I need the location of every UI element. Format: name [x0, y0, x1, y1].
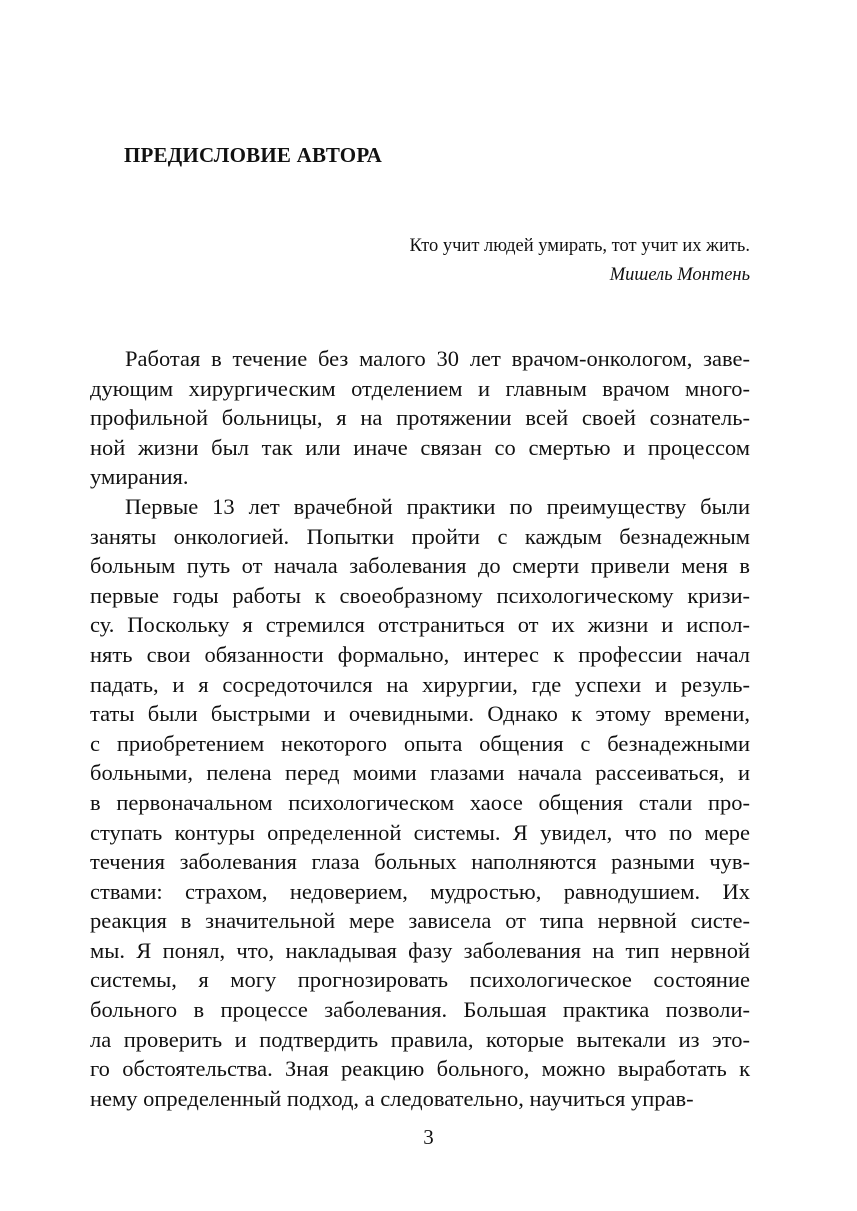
text-line: заняты онкологией. Попытки пройти с каждым безнадежным [90, 523, 750, 549]
text-line: течения заболевания глаза больных наполняются разными чув- [90, 849, 750, 875]
text-line: в первоначальном психологическом хаосе общения стали про- [90, 789, 750, 815]
page-number: 3 [423, 1125, 434, 1149]
text-line: го обстоятельства. Зная реакцию больного, можно выработать к [90, 1056, 750, 1082]
text-line: системы, я могу прогнозировать психологическое состояние [90, 967, 750, 993]
text-line: нять свои обязанности формально, интерес к профессии начал [90, 641, 750, 667]
text-line: Работая в течение без малого 30 лет врачом-онкологом, заве- [125, 346, 750, 371]
paragraph [90, 344, 750, 492]
text-line: первые годы работы к своеобразному психологическому кризи- [90, 582, 750, 608]
text-line: дующим хирургическим отделением и главным врачом много- [90, 375, 750, 401]
text-line: Первые 13 лет врачебной практики по преимуществу были [125, 493, 750, 519]
text-line: нему определенный подход, а следовательно, научиться управ- [90, 1085, 694, 1111]
text-line: умирания. [90, 464, 189, 490]
body-text [90, 344, 750, 1113]
text-line: су. Поскольку я стремился отстраниться от их жизни и испол- [90, 612, 750, 638]
text-line: падать, и я сосредоточился на хирургии, где успехи и резуль- [90, 671, 750, 697]
text-line: ствами: страхом, недоверием, мудростью, равнодушием. Их [90, 878, 750, 904]
text-line: ла проверить и подтвердить правила, которые вытекали из это- [90, 1026, 750, 1052]
text-line: ной жизни был так или иначе связан со смертью и процессом [90, 434, 750, 460]
text-line: больными, пелена перед моими глазами начала рассеиваться, и [90, 760, 750, 786]
epigraph-quote: Кто учит людей умирать, тот учит их жить. [409, 236, 750, 256]
text-line: профильной больницы, я на протяжении всей своей сознатель- [90, 405, 750, 431]
epigraph-author: Мишель Монтень [609, 265, 750, 285]
text-line: реакция в значительной мере зависела от типа нервной систе- [90, 908, 750, 934]
text-line: таты были быстрыми и очевидными. Однако к этому времени, [90, 701, 750, 727]
text-line: с приобретением некоторого опыта общения с безнадежными [90, 730, 750, 756]
paragraph [90, 492, 750, 1113]
epigraph [410, 232, 750, 290]
text-line: больным путь от начала заболевания до смерти привели меня в [90, 553, 750, 579]
chapter-heading: ПРЕДИСЛОВИЕ АВТОРА [124, 143, 383, 167]
text-line: ступать контуры определенной системы. Я увидел, что по мере [90, 819, 750, 845]
text-line: мы. Я понял, что, накладывая фазу заболевания на тип нервной [90, 937, 750, 963]
text-line: больного в процессе заболевания. Большая практика позволи- [90, 997, 750, 1023]
